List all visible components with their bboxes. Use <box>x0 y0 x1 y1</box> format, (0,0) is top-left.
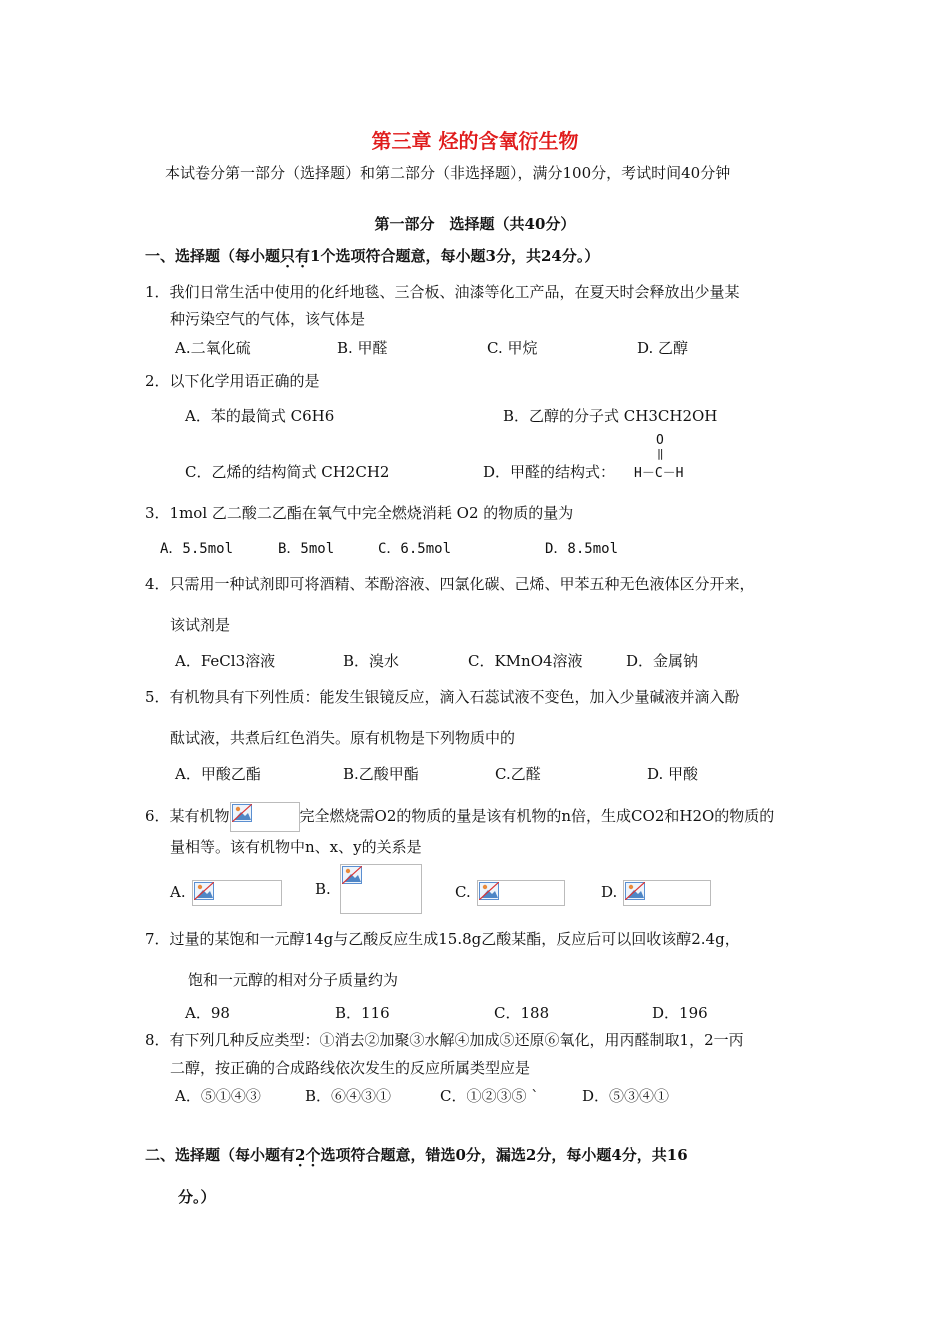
q6-option-a-image <box>192 880 282 906</box>
page-title: 第三章 烃的含氧衍生物 <box>371 129 579 153</box>
q6-option-c-image <box>477 880 565 906</box>
q6-stem-line2: 量相等。该有机物中n、x、y的关系是 <box>170 838 422 856</box>
broken-image-icon <box>625 882 645 900</box>
q1-option-c: C. 甲烷 <box>487 339 538 357</box>
exam-instructions: 本试卷分第一部分（选择题）和第二部分（非选择题），满分100分，考试时间40分钟 <box>165 164 731 182</box>
q3-option-a: A．5.5mol <box>160 541 234 557</box>
q6-option-b: B. <box>315 880 331 898</box>
q2-option-d: D．甲醛的结构式： <box>483 463 616 481</box>
q7-option-b: B．116 <box>335 1004 390 1022</box>
q5-option-b: B.乙酸甲酯 <box>343 765 419 783</box>
q6-option-a: A. <box>170 880 282 906</box>
q8-option-c: C．①②③⑤ ` <box>440 1087 539 1105</box>
q8-option-d: D．⑤③④① <box>582 1087 670 1105</box>
q2-option-b: B．乙醇的分子式 CH3CH2OH <box>503 407 718 425</box>
q7-option-a: A．98 <box>185 1004 230 1022</box>
q6-option-c: C. <box>455 880 565 906</box>
q4-stem-line1: 4．只需用一种试剂即可将酒精、苯酚溶液、四氯化碳、己烯、甲苯五种无色液体区分开来， <box>145 575 755 593</box>
q4-stem-line2: 该试剂是 <box>170 616 231 634</box>
section2-heading-line2: 分。） <box>178 1188 216 1206</box>
q5-option-c: C.乙醛 <box>495 765 541 783</box>
broken-image-icon <box>232 804 252 822</box>
q6-option-b-image <box>340 864 422 914</box>
q1-stem-line2: 种污染空气的气体，该气体是 <box>170 310 366 328</box>
broken-image-icon <box>342 866 362 884</box>
q4-option-c: C．KMnO4溶液 <box>468 652 583 670</box>
q1-option-b: B. 甲醛 <box>337 339 388 357</box>
q4-option-d: D．金属钠 <box>626 652 699 670</box>
q6-option-b-image-wrap <box>340 864 422 914</box>
formaldehyde-formula-double-bond: ‖ <box>657 447 664 460</box>
q3-option-b: B．5mol <box>278 541 335 557</box>
part1-heading: 第一部分 选择题（共40分） <box>374 215 576 233</box>
q7-option-d: D．196 <box>652 1004 708 1022</box>
q3-option-d: D．8.5mol <box>545 541 619 557</box>
q2-option-c: C．乙烯的结构简式 CH2CH2 <box>185 463 390 481</box>
q2-stem: 2．以下化学用语正确的是 <box>145 372 320 390</box>
q8-option-b: B．⑥④③① <box>305 1087 392 1105</box>
q6-stem-line1: 6．某有机物 完全燃烧需O2的物质的量是该有机物的n倍，生成CO2和H2O的物质的 <box>145 802 774 832</box>
section1-heading: 一、选择题（每小题只有1个选项符合题意，每小题3分，共24分。） <box>145 247 600 265</box>
q5-option-d: D. 甲酸 <box>647 765 699 783</box>
q4-option-a: A．FeCl3溶液 <box>175 652 276 670</box>
q3-option-c: C．6.5mol <box>378 541 452 557</box>
q8-stem-line2: 二醇，按正确的合成路线依次发生的反应所属类型应是 <box>170 1059 531 1077</box>
q2-option-a: A．苯的最简式 C6H6 <box>185 407 335 425</box>
q8-option-a: A．⑤①④③ <box>175 1087 261 1105</box>
q1-option-a: A.二氧化硫 <box>175 339 251 357</box>
broken-image-icon <box>194 882 214 900</box>
formaldehyde-formula-main: H－C－H <box>634 466 684 481</box>
q1-option-d: D. 乙醇 <box>637 339 689 357</box>
organic-compound-formula-image <box>230 802 300 832</box>
q7-option-c: C．188 <box>494 1004 550 1022</box>
formaldehyde-formula-oxygen: O <box>656 433 664 448</box>
q4-option-b: B．溴水 <box>343 652 400 670</box>
q3-stem: 3．1mol 乙二酸二乙酯在氧气中完全燃烧消耗 O2 的物质的量为 <box>145 504 574 522</box>
q8-stem-line1: 8．有下列几种反应类型：①消去②加聚③水解④加成⑤还原⑥氧化，用丙醛制取1，2一丙 <box>145 1031 744 1049</box>
q6-option-d-image <box>623 880 711 906</box>
broken-image-icon <box>479 882 499 900</box>
q5-option-a: A．甲酸乙酯 <box>175 765 261 783</box>
q1-stem-line1: 1．我们日常生活中使用的化纤地毯、三合板、油漆等化工产品，在夏天时会释放出少量某 <box>145 283 740 301</box>
q5-stem-line2: 酞试液，共煮后红色消失。原有机物是下列物质中的 <box>170 729 516 747</box>
q6-option-d: D. <box>601 880 711 906</box>
q5-stem-line1: 5．有机物具有下列性质：能发生银镜反应，滴入石蕊试液不变色，加入少量碱液并滴入酚 <box>145 688 740 706</box>
section2-heading-line1: 二、选择题（每小题有2 ·个选项符合题意，错选0分，漏选2分，每小题4分，共16 <box>145 1144 688 1165</box>
q7-stem-line1: 7．过量的某饱和一元醇14g与乙酸反应生成15.8g乙酸某酯，反应后可以回收该醇2.4g， <box>145 930 740 948</box>
q7-stem-line2: 饱和一元醇的相对分子质量约为 <box>188 971 399 989</box>
